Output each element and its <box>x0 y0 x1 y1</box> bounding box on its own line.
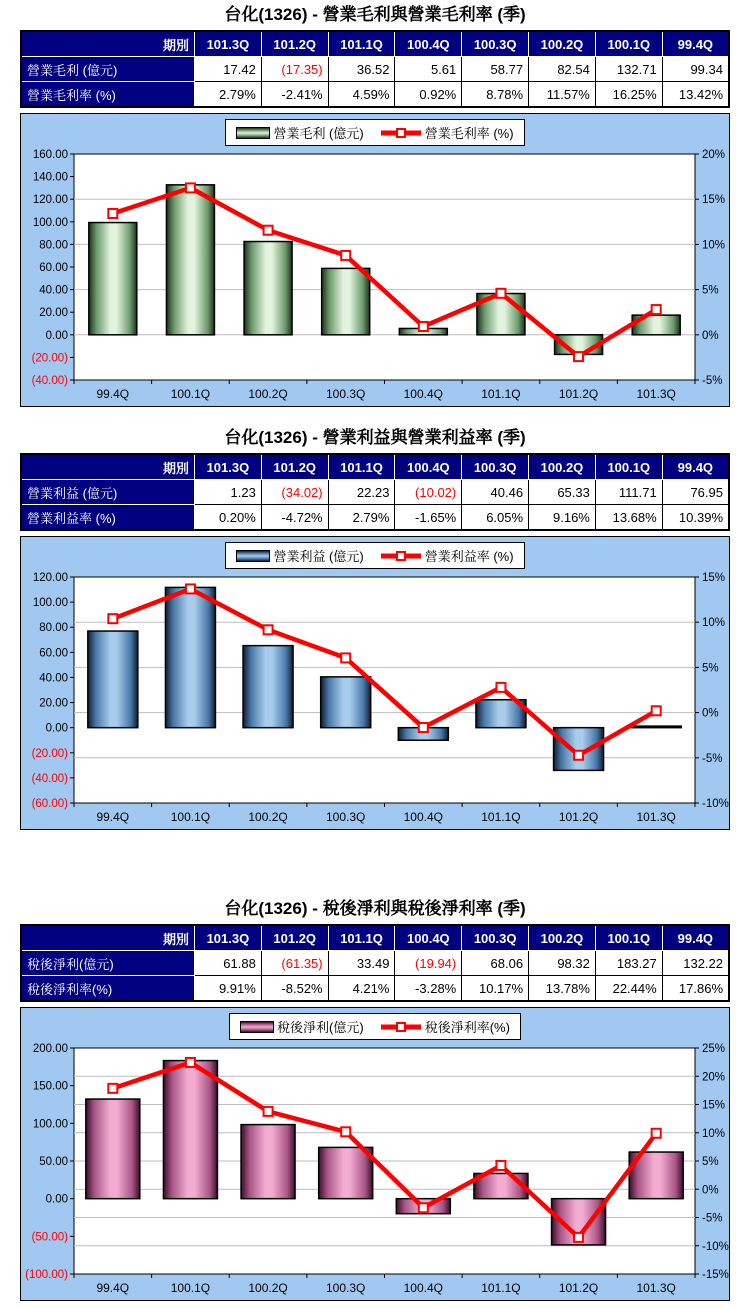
x-axis-category-label: 101.2Q <box>558 810 599 824</box>
x-axis-category-label: 100.4Q <box>403 810 443 824</box>
period-column-header: 100.3Q <box>462 454 529 480</box>
period-header-label: 期別 <box>21 31 195 57</box>
right-axis-tick-label: -10% <box>702 798 729 810</box>
table-cell-value: 17.86% <box>662 976 729 1002</box>
left-axis-tick-label: (60.00) <box>31 798 68 810</box>
line-marker-100.1Q <box>186 1058 195 1067</box>
line-marker-99.4Q <box>108 1084 117 1093</box>
page-title: 台化(1326) - 營業毛利與營業毛利率 (季) <box>224 5 526 24</box>
right-axis-tick-label: 5% <box>702 662 719 675</box>
left-axis-tick-label: 80.00 <box>39 239 68 252</box>
x-axis-category-label: 99.4Q <box>96 810 130 824</box>
left-axis-tick-label: 0.00 <box>45 1193 68 1206</box>
quarterly-data-table <box>20 924 730 1002</box>
x-axis-category-label: 100.1Q <box>170 1281 211 1295</box>
x-axis-category-label: 101.2Q <box>558 1281 599 1295</box>
period-column-header: 101.2Q <box>261 925 328 951</box>
line-series-swatch-icon <box>380 127 422 139</box>
right-axis-tick-label: -5% <box>702 1212 723 1225</box>
left-axis-tick-label: (40.00) <box>31 375 68 387</box>
right-axis-tick-label: 10% <box>702 1127 726 1140</box>
x-axis-category-label: 100.4Q <box>403 387 443 401</box>
table-cell-value: 13.42% <box>662 82 729 108</box>
x-axis-category-label: 100.2Q <box>248 810 288 824</box>
legend-label: 稅後淨利率(%) <box>424 1020 510 1035</box>
table-cell-value: 98.32 <box>529 951 596 976</box>
period-column-header: 101.3Q <box>195 454 262 480</box>
legend-label: 營業利益 (億元) <box>273 549 364 564</box>
period-column-header: 101.3Q <box>195 31 262 57</box>
right-axis-tick-label: -5% <box>702 375 723 387</box>
table-cell-value: (17.35) <box>261 57 328 82</box>
period-column-header: 100.1Q <box>595 925 662 951</box>
line-marker-100.1Q <box>186 183 195 192</box>
x-axis-category-label: 99.4Q <box>96 387 130 401</box>
line-marker-100.3Q <box>341 251 350 260</box>
bar-100.1Q <box>165 587 215 727</box>
left-axis-tick-label: 0.00 <box>45 722 68 735</box>
bar-series-swatch-icon <box>236 127 270 139</box>
line-marker-101.1Q <box>496 1161 505 1170</box>
table-cell-value: 17.42 <box>195 57 262 82</box>
x-axis-category-label: 101.1Q <box>481 1281 521 1295</box>
right-axis-tick-label: 0% <box>702 707 719 720</box>
legend-item-bars <box>240 1017 364 1036</box>
left-axis-tick-label: (50.00) <box>31 1231 68 1244</box>
period-column-header: 99.4Q <box>662 454 729 480</box>
x-axis-category-label: 99.4Q <box>96 1281 130 1295</box>
table-cell-value: 4.21% <box>328 976 395 1002</box>
section-net-income <box>20 830 730 1301</box>
line-marker-101.1Q <box>496 289 505 298</box>
period-column-header: 101.1Q <box>328 454 395 480</box>
right-axis-tick-label: 15% <box>702 194 726 207</box>
quarterly-data-table <box>20 453 730 531</box>
bar-99.4Q <box>86 1099 140 1199</box>
table-cell-value: 22.23 <box>328 480 395 505</box>
period-column-header: 100.1Q <box>595 31 662 57</box>
table-cell-value: -4.72% <box>261 505 328 531</box>
line-series-swatch-icon <box>380 1021 422 1033</box>
bar-series-swatch-icon <box>240 1021 274 1033</box>
chart-legend <box>225 542 524 569</box>
x-axis-category-label: 100.3Q <box>326 810 366 824</box>
table-cell-value: 183.27 <box>595 951 662 976</box>
line-marker-100.1Q <box>186 584 195 593</box>
left-axis-tick-label: 200.00 <box>32 1043 68 1055</box>
bar-100.3Q <box>321 677 371 728</box>
left-axis-tick-label: 120.00 <box>32 194 68 207</box>
line-series-swatch-icon <box>380 550 422 562</box>
bar-99.4Q <box>89 223 137 335</box>
left-axis-tick-label: 40.00 <box>39 672 68 685</box>
bar-100.2Q <box>241 1125 295 1199</box>
left-axis-tick-label: 100.00 <box>32 216 68 229</box>
section-gross-profit <box>20 0 730 407</box>
row-label: 營業利益 (億元) <box>21 480 195 505</box>
table-cell-value: 65.33 <box>529 480 596 505</box>
bar-100.1Q <box>166 185 214 335</box>
table-cell-value: 0.92% <box>395 82 462 108</box>
bar-100.3Q <box>322 268 370 334</box>
left-axis-tick-label: 40.00 <box>39 284 68 297</box>
table-cell-value: -8.52% <box>261 976 328 1002</box>
table-cell-value: -3.28% <box>395 976 462 1002</box>
table-cell-value: -1.65% <box>395 505 462 531</box>
table-cell-value: 82.54 <box>529 57 596 82</box>
x-axis-category-label: 101.3Q <box>636 810 676 824</box>
table-cell-value: 6.05% <box>462 505 529 531</box>
x-axis-category-label: 101.3Q <box>636 1281 676 1295</box>
table-cell-value: 61.88 <box>195 951 262 976</box>
table-cell-value: 68.06 <box>462 951 529 976</box>
x-axis-category-label: 100.1Q <box>170 387 211 401</box>
period-column-header: 100.4Q <box>395 454 462 480</box>
chart-legend <box>225 119 524 146</box>
left-axis-tick-label: 50.00 <box>39 1156 68 1168</box>
period-column-header: 99.4Q <box>662 925 729 951</box>
table-cell-value: 2.79% <box>328 505 395 531</box>
table-cell-value: (34.02) <box>261 480 328 505</box>
left-axis-tick-label: 120.00 <box>32 572 68 584</box>
right-axis-tick-label: 5% <box>702 284 719 297</box>
page-title: 台化(1326) - 營業利益與營業利益率 (季) <box>224 428 526 447</box>
x-axis-category-label: 100.3Q <box>326 1281 366 1295</box>
table-cell-value: 132.71 <box>595 57 662 82</box>
period-column-header: 100.2Q <box>529 925 596 951</box>
left-axis-tick-label: (40.00) <box>31 772 68 785</box>
period-column-header: 101.1Q <box>328 31 395 57</box>
table-cell-value: 40.46 <box>462 480 529 505</box>
period-column-header: 100.2Q <box>529 31 596 57</box>
table-cell-value: (61.35) <box>261 951 328 976</box>
combo-chart-area <box>20 113 730 407</box>
x-axis-category-label: 100.1Q <box>170 810 211 824</box>
table-cell-value: 16.25% <box>595 82 662 108</box>
bar-100.3Q <box>319 1147 373 1198</box>
combo-chart-area <box>20 1007 730 1301</box>
table-cell-value: 2.79% <box>195 82 262 108</box>
table-cell-value: 13.68% <box>595 505 662 531</box>
period-column-header: 101.3Q <box>195 925 262 951</box>
period-header-label: 期別 <box>21 925 195 951</box>
table-cell-value: 8.78% <box>462 82 529 108</box>
table-cell-value: 111.71 <box>595 480 662 505</box>
table-cell-value: 10.17% <box>462 976 529 1002</box>
left-axis-tick-label: 150.00 <box>32 1080 68 1093</box>
x-axis-category-label: 101.1Q <box>481 387 521 401</box>
period-header-label: 期別 <box>21 454 195 480</box>
left-axis-tick-label: 100.00 <box>32 597 68 610</box>
right-axis-tick-label: -5% <box>702 752 723 765</box>
left-axis-tick-label: 20.00 <box>39 307 68 320</box>
combo-chart <box>21 569 731 829</box>
chart-legend <box>229 1013 521 1040</box>
x-axis-category-label: 100.2Q <box>248 1281 288 1295</box>
table-cell-value: 132.22 <box>662 951 729 976</box>
period-column-header: 100.4Q <box>395 925 462 951</box>
table-cell-value: 1.23 <box>195 480 262 505</box>
row-label: 營業毛利率 (%) <box>21 82 195 108</box>
left-axis-tick-label: (20.00) <box>31 352 68 365</box>
right-axis-tick-label: 20% <box>702 149 726 161</box>
period-column-header: 101.2Q <box>261 454 328 480</box>
line-marker-101.2Q <box>574 751 583 760</box>
left-axis-tick-label: 60.00 <box>39 647 68 660</box>
page-title: 台化(1326) - 稅後淨利與稅後淨利率 (季) <box>224 899 526 918</box>
table-cell-value: 22.44% <box>595 976 662 1002</box>
left-axis-tick-label: (20.00) <box>31 747 68 760</box>
left-axis-tick-label: 80.00 <box>39 622 68 635</box>
left-axis-tick-label: 60.00 <box>39 262 68 274</box>
x-axis-category-label: 101.1Q <box>481 810 521 824</box>
period-column-header: 101.1Q <box>328 925 395 951</box>
line-marker-100.4Q <box>419 1203 428 1212</box>
period-column-header: 100.2Q <box>529 454 596 480</box>
line-marker-100.2Q <box>264 625 273 634</box>
row-label: 稅後淨利率(%) <box>21 976 195 1002</box>
row-label: 稅後淨利(億元) <box>21 951 195 976</box>
line-marker-99.4Q <box>108 614 117 623</box>
period-column-header: 100.1Q <box>595 454 662 480</box>
combo-chart-area <box>20 536 730 830</box>
bar-100.1Q <box>163 1061 217 1199</box>
right-axis-tick-label: 10% <box>702 617 726 630</box>
table-cell-value: 76.95 <box>662 480 729 505</box>
left-axis-tick-label: 0.00 <box>45 329 68 342</box>
bar-series-swatch-icon <box>236 550 270 562</box>
line-marker-100.2Q <box>264 1107 273 1116</box>
line-marker-100.4Q <box>419 322 428 331</box>
table-cell-value: 99.34 <box>662 57 729 82</box>
table-cell-value: 0.20% <box>195 505 262 531</box>
line-marker-100.4Q <box>419 723 428 732</box>
right-axis-tick-label: -15% <box>702 1269 729 1281</box>
right-axis-tick-label: 25% <box>702 1043 726 1055</box>
x-axis-category-label: 101.3Q <box>636 387 676 401</box>
table-cell-value: 4.59% <box>328 82 395 108</box>
section-operating-income <box>20 407 730 830</box>
left-axis-tick-label: 160.00 <box>32 149 68 161</box>
quarterly-data-table <box>20 30 730 108</box>
table-cell-value: 10.39% <box>662 505 729 531</box>
x-axis-category-label: 101.2Q <box>558 387 599 401</box>
line-marker-101.3Q <box>652 706 661 715</box>
table-cell-value: 9.16% <box>529 505 596 531</box>
legend-item-line <box>380 546 514 565</box>
row-label: 營業利益率 (%) <box>21 505 195 531</box>
table-cell-value: 36.52 <box>328 57 395 82</box>
right-axis-tick-label: -10% <box>702 1240 729 1253</box>
table-cell-value: (10.02) <box>395 480 462 505</box>
x-axis-category-label: 100.4Q <box>403 1281 443 1295</box>
bar-101.3Q <box>631 726 681 728</box>
line-marker-99.4Q <box>108 209 117 218</box>
period-column-header: 100.3Q <box>462 925 529 951</box>
line-marker-101.2Q <box>574 1233 583 1242</box>
x-axis-category-label: 100.2Q <box>248 387 288 401</box>
legend-label: 稅後淨利(億元) <box>277 1020 364 1035</box>
left-axis-tick-label: 100.00 <box>32 1118 68 1131</box>
table-cell-value: 11.57% <box>529 82 596 108</box>
right-axis-tick-label: 0% <box>702 329 719 342</box>
table-cell-value: 5.61 <box>395 57 462 82</box>
legend-item-bars <box>236 546 363 565</box>
line-marker-101.1Q <box>496 683 505 692</box>
bar-100.2Q <box>244 242 292 335</box>
x-axis-category-label: 100.3Q <box>326 387 366 401</box>
row-label: 營業毛利 (億元) <box>21 57 195 82</box>
period-column-header: 101.2Q <box>261 31 328 57</box>
legend-label: 營業毛利 (億元) <box>273 126 364 141</box>
right-axis-tick-label: 15% <box>702 1099 726 1112</box>
line-marker-100.2Q <box>264 226 273 235</box>
line-marker-100.3Q <box>341 1127 350 1136</box>
line-marker-101.2Q <box>574 352 583 361</box>
period-column-header: 99.4Q <box>662 31 729 57</box>
table-cell-value: (19.94) <box>395 951 462 976</box>
line-marker-100.3Q <box>341 653 350 662</box>
table-cell-value: 13.78% <box>529 976 596 1002</box>
right-axis-tick-label: 0% <box>702 1184 719 1197</box>
combo-chart <box>21 146 731 406</box>
line-marker-101.3Q <box>652 305 661 314</box>
period-column-header: 100.4Q <box>395 31 462 57</box>
right-axis-tick-label: 5% <box>702 1156 719 1168</box>
combo-chart <box>21 1040 731 1300</box>
legend-item-bars <box>236 123 363 142</box>
bar-101.2Q <box>554 728 604 771</box>
right-axis-tick-label: 10% <box>702 239 726 252</box>
table-cell-value: 33.49 <box>328 951 395 976</box>
line-marker-101.3Q <box>652 1129 661 1138</box>
legend-item-line <box>380 123 514 142</box>
right-axis-tick-label: 15% <box>702 572 726 584</box>
table-cell-value: -2.41% <box>261 82 328 108</box>
right-axis-tick-label: 20% <box>702 1071 726 1084</box>
legend-item-line <box>380 1017 510 1036</box>
legend-label: 營業利益率 (%) <box>424 549 514 564</box>
left-axis-tick-label: 140.00 <box>32 171 68 184</box>
bar-99.4Q <box>88 631 138 728</box>
left-axis-tick-label: 20.00 <box>39 697 68 710</box>
table-cell-value: 58.77 <box>462 57 529 82</box>
period-column-header: 100.3Q <box>462 31 529 57</box>
left-axis-tick-label: (100.00) <box>25 1269 68 1281</box>
legend-label: 營業毛利率 (%) <box>424 126 514 141</box>
table-cell-value: 9.91% <box>195 976 262 1002</box>
bar-100.2Q <box>243 646 293 728</box>
